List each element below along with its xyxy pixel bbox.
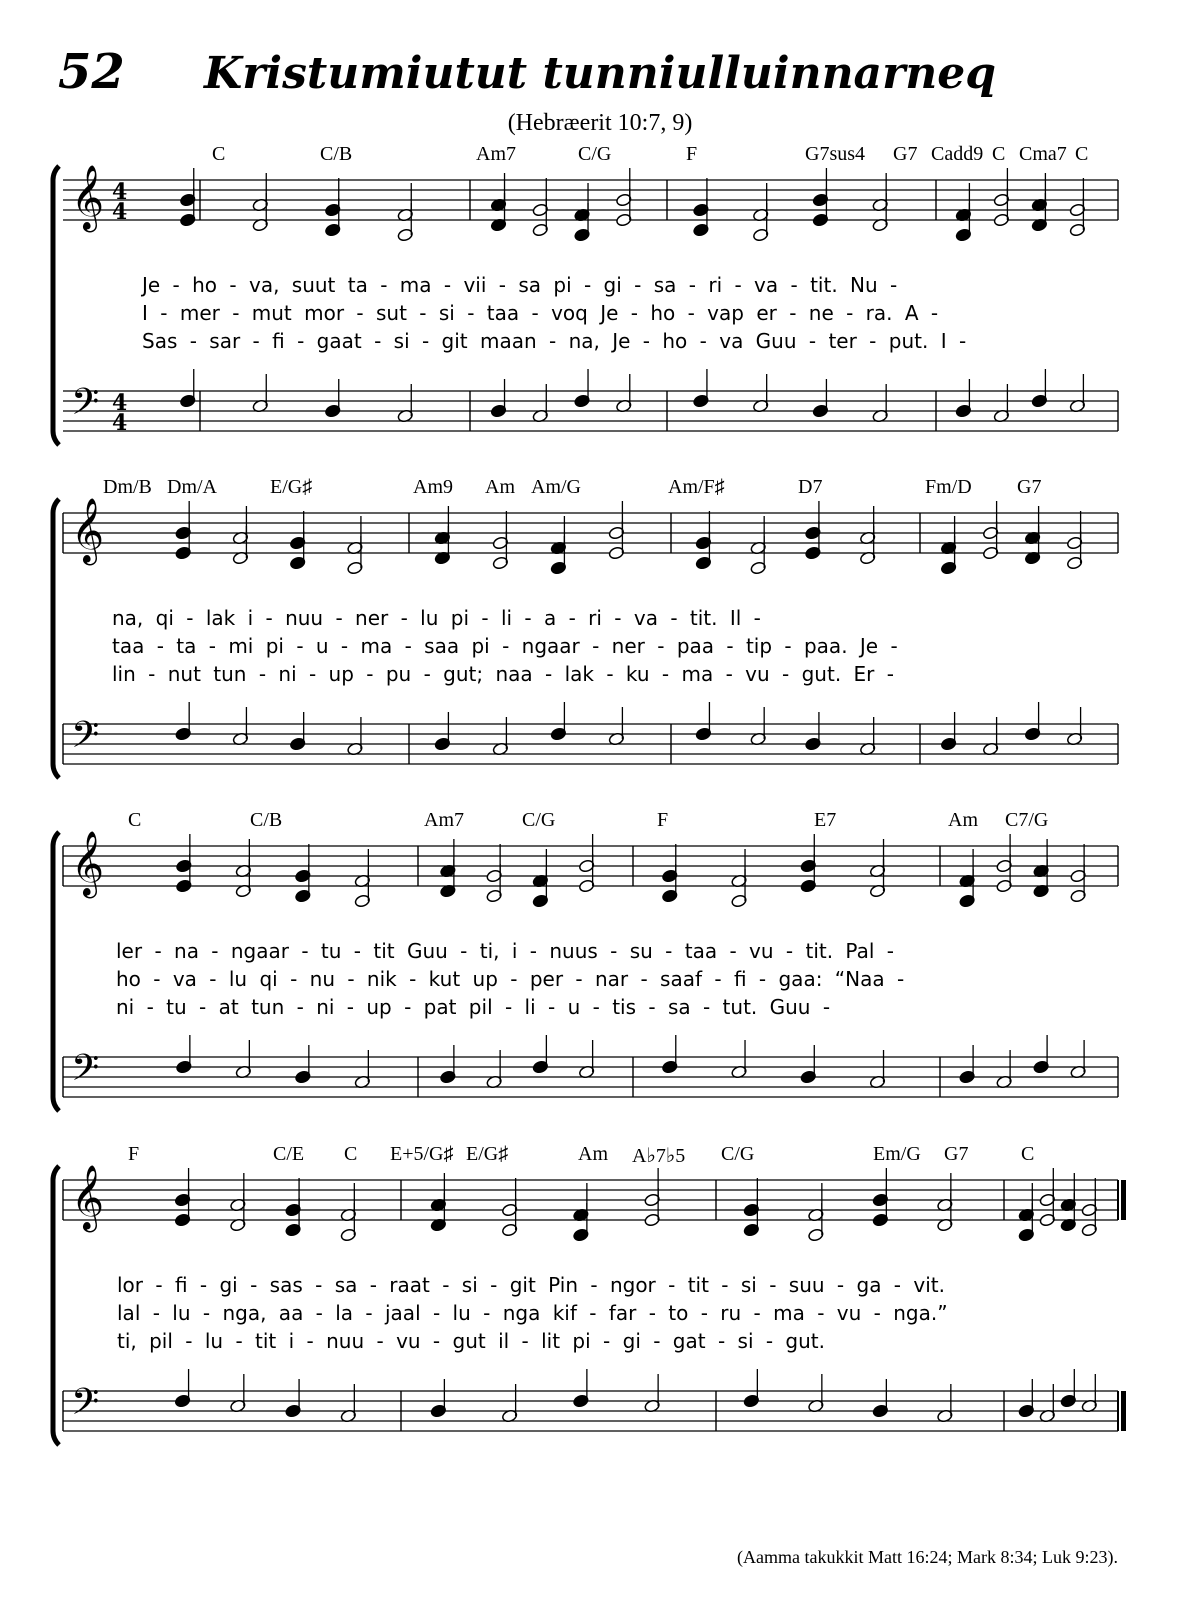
footnote: (Aamma takukkit Matt 16:24; Mark 8:34; Luk 9:23).: [737, 1547, 1118, 1567]
lyric-text: lor - fi - gi - sas - sa - raat - si - git Pin - ngor - tit - si - suu - ga - vit.: [117, 1273, 945, 1297]
lyric-verse-3: [0, 1329, 1200, 1357]
chord-symbol: C: [1021, 1143, 1035, 1165]
lyric-text: ni - tu - at tun - ni - up - pat pil - li - u - tis - sa - tut. Guu -: [116, 995, 831, 1019]
chord-symbol: C: [128, 809, 142, 831]
chord-symbol: Am/F♯: [668, 476, 725, 498]
lyric-text: lin - nut tun - ni - up - pu - gut; naa - lak - ku - ma - vu - gut. Er -: [112, 662, 894, 686]
lyric-verse-1: [0, 273, 1200, 301]
chord-symbol: Am/G: [531, 476, 581, 498]
chord-symbol: C/G: [578, 143, 612, 165]
time-signature: 4: [112, 390, 128, 416]
lyric-verse-2: [0, 634, 1200, 662]
chord-symbol: Am: [485, 476, 515, 498]
chord-symbol: Dm/A: [167, 476, 217, 498]
lyric-verse-3: [0, 662, 1200, 690]
chord-symbol: Am: [948, 809, 978, 831]
chord-symbol: C/G: [522, 809, 556, 831]
chord-symbol: Em/G: [873, 1143, 921, 1165]
bass-clef-icon: 𝄢: [71, 1381, 100, 1432]
chord-symbol: A♭7♭5: [632, 1145, 686, 1167]
chord-symbol: Am9: [413, 476, 453, 498]
lyric-text: ti, pil - lu - tit i - nuu - vu - gut il - lit pi - gi - gat - si - gut.: [117, 1329, 826, 1353]
chord-symbol: C/B: [320, 143, 353, 165]
song-title: Kristumiutut tunniulluinnarneq: [204, 48, 996, 99]
lyric-verse-3: [0, 329, 1200, 357]
chord-symbol: G7: [944, 1143, 969, 1165]
final-barline: [1121, 1180, 1126, 1220]
lyric-text: Sas - sar - fi - gaat - si - git maan - na, Je - ho - va Guu - ter - put. I -: [142, 329, 967, 353]
chord-symbol: C: [344, 1143, 358, 1165]
chord-symbol: Am: [578, 1143, 608, 1165]
lyric-verse-2: [0, 1301, 1200, 1329]
chord-symbol: Dm/B: [103, 476, 152, 498]
time-signature: 4: [112, 179, 128, 205]
lyric-verse-2: [0, 301, 1200, 329]
chord-symbol: Fm/D: [925, 476, 972, 498]
lyric-text: ler - na - ngaar - tu - tit Guu - ti, i - nuus - su - taa - vu - tit. Pal -: [116, 939, 894, 963]
lyric-verse-1: [0, 606, 1200, 634]
chord-symbol: F: [657, 809, 669, 831]
chord-symbol: Am7: [476, 143, 516, 165]
treble-clef-icon: 𝄞: [71, 165, 105, 230]
lyric-text: I - mer - mut mor - sut - si - taa - voq Je - ho - vap er - ne - ra. A -: [142, 301, 939, 325]
chord-symbol: C7/G: [1005, 809, 1049, 831]
chord-symbol: F: [686, 143, 698, 165]
time-signature: 4: [112, 199, 128, 225]
chord-symbol: C/E: [273, 1143, 305, 1165]
lyric-text: Je - ho - va, suut ta - ma - vii - sa pi - gi - sa - ri - va - tit. Nu -: [142, 273, 898, 297]
chord-symbol: Cadd9: [931, 143, 984, 165]
chord-symbol: C: [992, 143, 1006, 165]
lyric-text: lal - lu - nga, aa - la - jaal - lu - nga kif - far - to - ru - ma - vu - nga.”: [117, 1301, 948, 1325]
treble-clef-icon: 𝄞: [71, 498, 105, 563]
chord-symbol: C/G: [721, 1143, 755, 1165]
final-barline: [1121, 1391, 1126, 1431]
chord-symbol: C: [1075, 143, 1089, 165]
lyric-verse-2: [0, 967, 1200, 995]
chord-symbol: C/B: [250, 809, 283, 831]
chord-symbol: C: [212, 143, 226, 165]
treble-clef-icon: 𝄞: [71, 1165, 105, 1230]
scripture-reference: (Hebræerit 10:7, 9): [507, 110, 693, 136]
chord-symbol: G7sus4: [805, 143, 866, 165]
bass-clef-icon: 𝄢: [71, 381, 100, 432]
chord-symbol: E+5/G♯: [390, 1143, 454, 1165]
treble-clef-icon: 𝄞: [71, 831, 105, 896]
lyric-verse-1: [0, 939, 1200, 967]
chord-symbol: E7: [814, 809, 837, 831]
chord-symbol: G7: [893, 143, 918, 165]
bass-clef-icon: 𝄢: [71, 714, 100, 765]
song-number: 52: [58, 44, 125, 100]
bass-clef-icon: 𝄢: [71, 1047, 100, 1098]
chord-symbol: Am7: [424, 809, 464, 831]
lyric-verse-1: [0, 1273, 1200, 1301]
chord-symbol: G7: [1017, 476, 1042, 498]
lyric-text: taa - ta - mi pi - u - ma - saa pi - ngaar - ner - paa - tip - paa. Je -: [112, 634, 898, 658]
chord-symbol: D7: [798, 476, 823, 498]
chord-symbol: F: [128, 1143, 140, 1165]
lyric-text: na, qi - lak i - nuu - ner - lu pi - li - a - ri - va - tit. Il -: [112, 606, 761, 630]
time-signature: 4: [112, 410, 128, 436]
chord-symbol: E/G♯: [270, 476, 313, 498]
lyric-text: ho - va - lu qi - nu - nik - kut up - per - nar - saaf - fi - gaa: “Naa -: [116, 967, 905, 991]
chord-symbol: E/G♯: [466, 1143, 509, 1165]
chord-symbol: Cma7: [1019, 143, 1067, 165]
lyric-verse-3: [0, 995, 1200, 1023]
